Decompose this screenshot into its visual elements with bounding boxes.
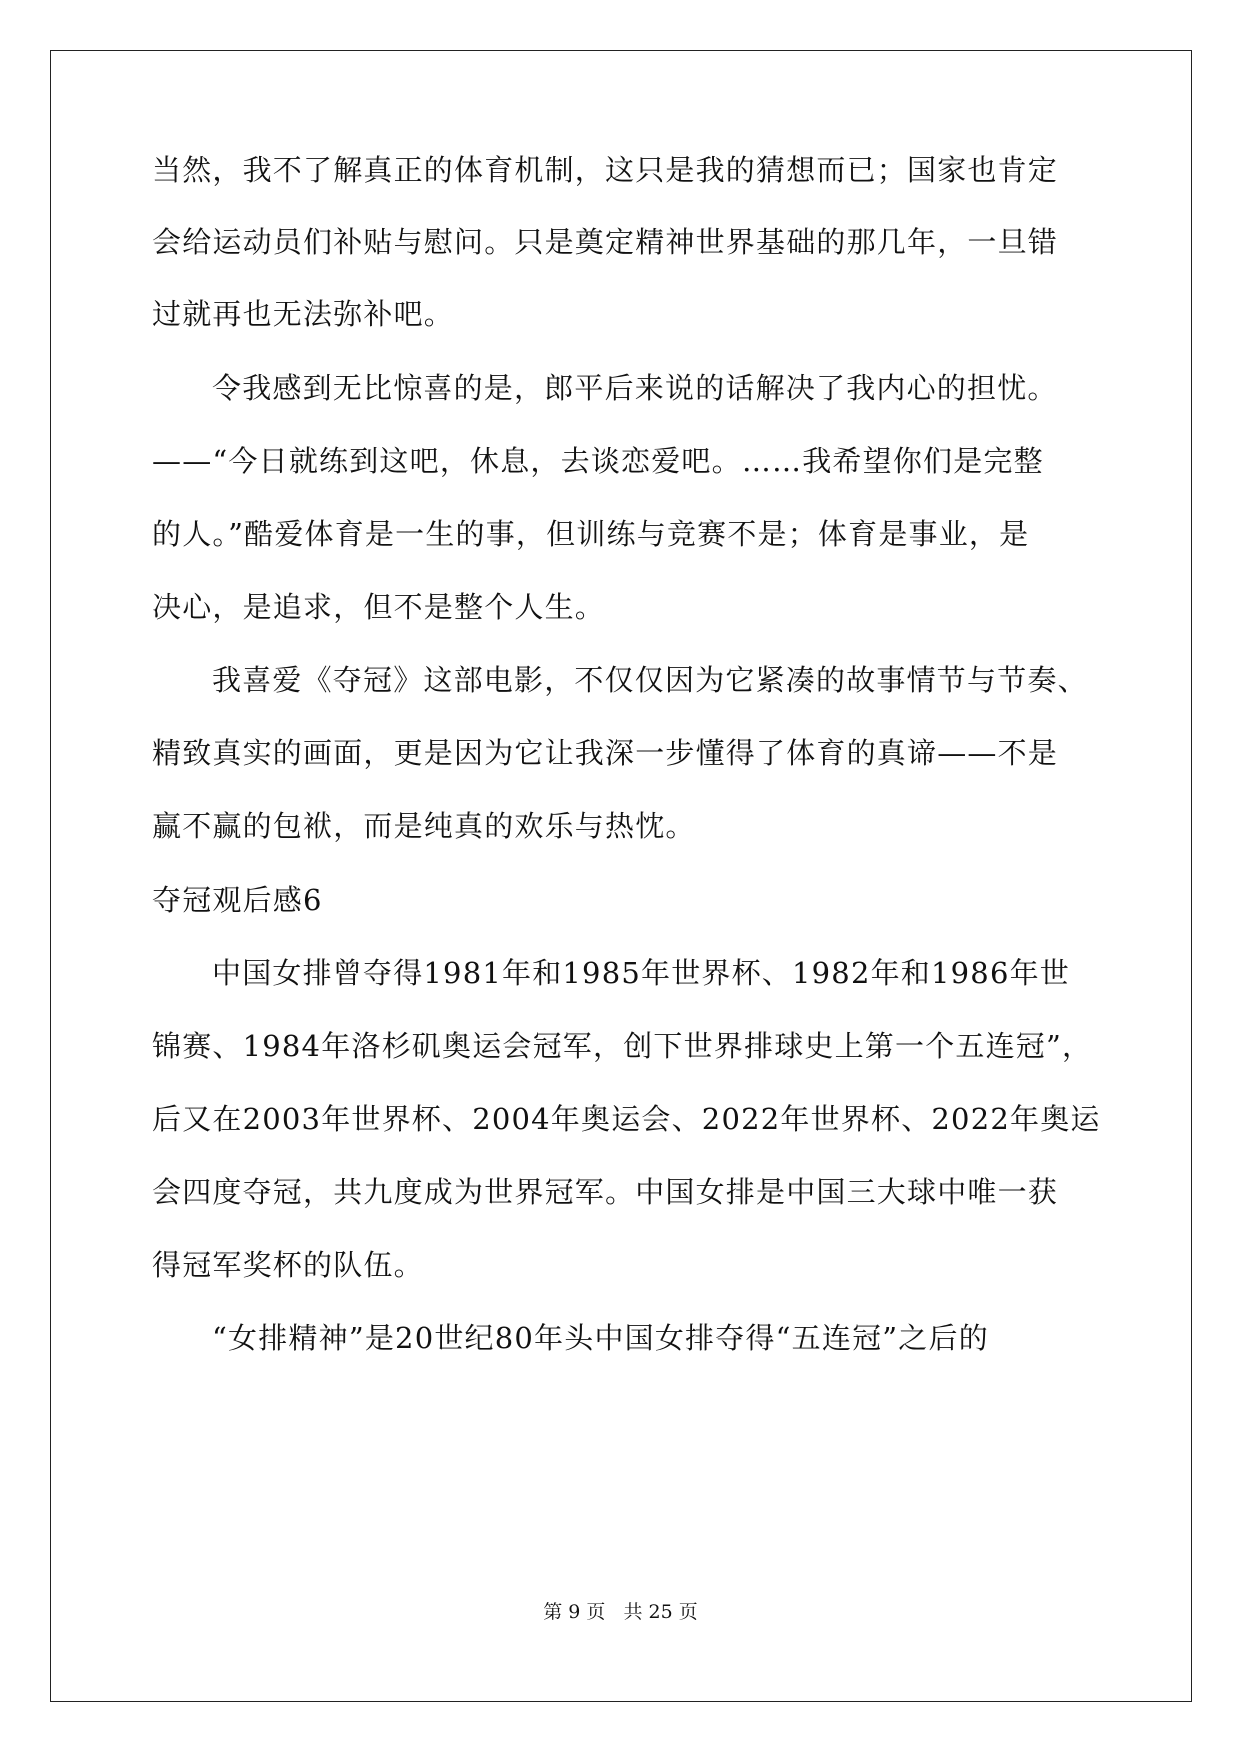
text-line: 后又在2003年世界杯、2004年奥运会、2022年世界杯、2022年奥运 bbox=[152, 1102, 1101, 1136]
page-total: 共 25 页 bbox=[623, 1601, 698, 1623]
text-line: 得冠军奖杯的队伍。 bbox=[152, 1248, 424, 1282]
text-line: 精致真实的画面，更是因为它让我深一步懂得了体育的真谛——不是 bbox=[152, 736, 1059, 770]
text-line: 当然，我不了解真正的体育机制，这只是我的猜想而已；国家也肯定 bbox=[152, 153, 1059, 187]
text-line: 令我感到无比惊喜的是，郎平后来说的话解决了我内心的担忧。 bbox=[212, 371, 1058, 405]
text-line: ——“今日就练到这吧，休息，去谈恋爱吧。……我希望你们是完整 bbox=[152, 444, 1044, 478]
text-line: 中国女排曾夺得1981年和1985年世界杯、1982年和1986年世 bbox=[212, 956, 1071, 990]
text-line: 会四度夺冠，共九度成为世界冠军。中国女排是中国三大球中唯一获 bbox=[152, 1175, 1059, 1209]
text-line: “女排精神”是20世纪80年头中国女排夺得“五连冠”之后的 bbox=[212, 1321, 989, 1355]
text-line: 锦赛、1984年洛杉矶奥运会冠军，创下世界排球史上第一个五连冠”， bbox=[152, 1029, 1093, 1063]
text-line: 我喜爱《夺冠》这部电影，不仅仅因为它紧凑的故事情节与节奏、 bbox=[212, 663, 1088, 697]
text-line: 决心，是追求，但不是整个人生。 bbox=[152, 590, 606, 624]
page-number: 第 9 页 bbox=[543, 1601, 606, 1623]
text-line: 过就再也无法弥补吧。 bbox=[152, 297, 455, 331]
text-line: 会给运动员们补贴与慰问。只是奠定精神世界基础的那几年，一旦错 bbox=[152, 225, 1059, 259]
page-footer bbox=[0, 1600, 1241, 1624]
text-line: 赢不赢的包袱，而是纯真的欢乐与热忱。 bbox=[152, 809, 696, 843]
text-line: 的人。”酷爱体育是一生的事，但训练与竞赛不是；体育是事业，是 bbox=[152, 517, 1030, 551]
section-heading: 夺冠观后感6 bbox=[152, 883, 323, 917]
